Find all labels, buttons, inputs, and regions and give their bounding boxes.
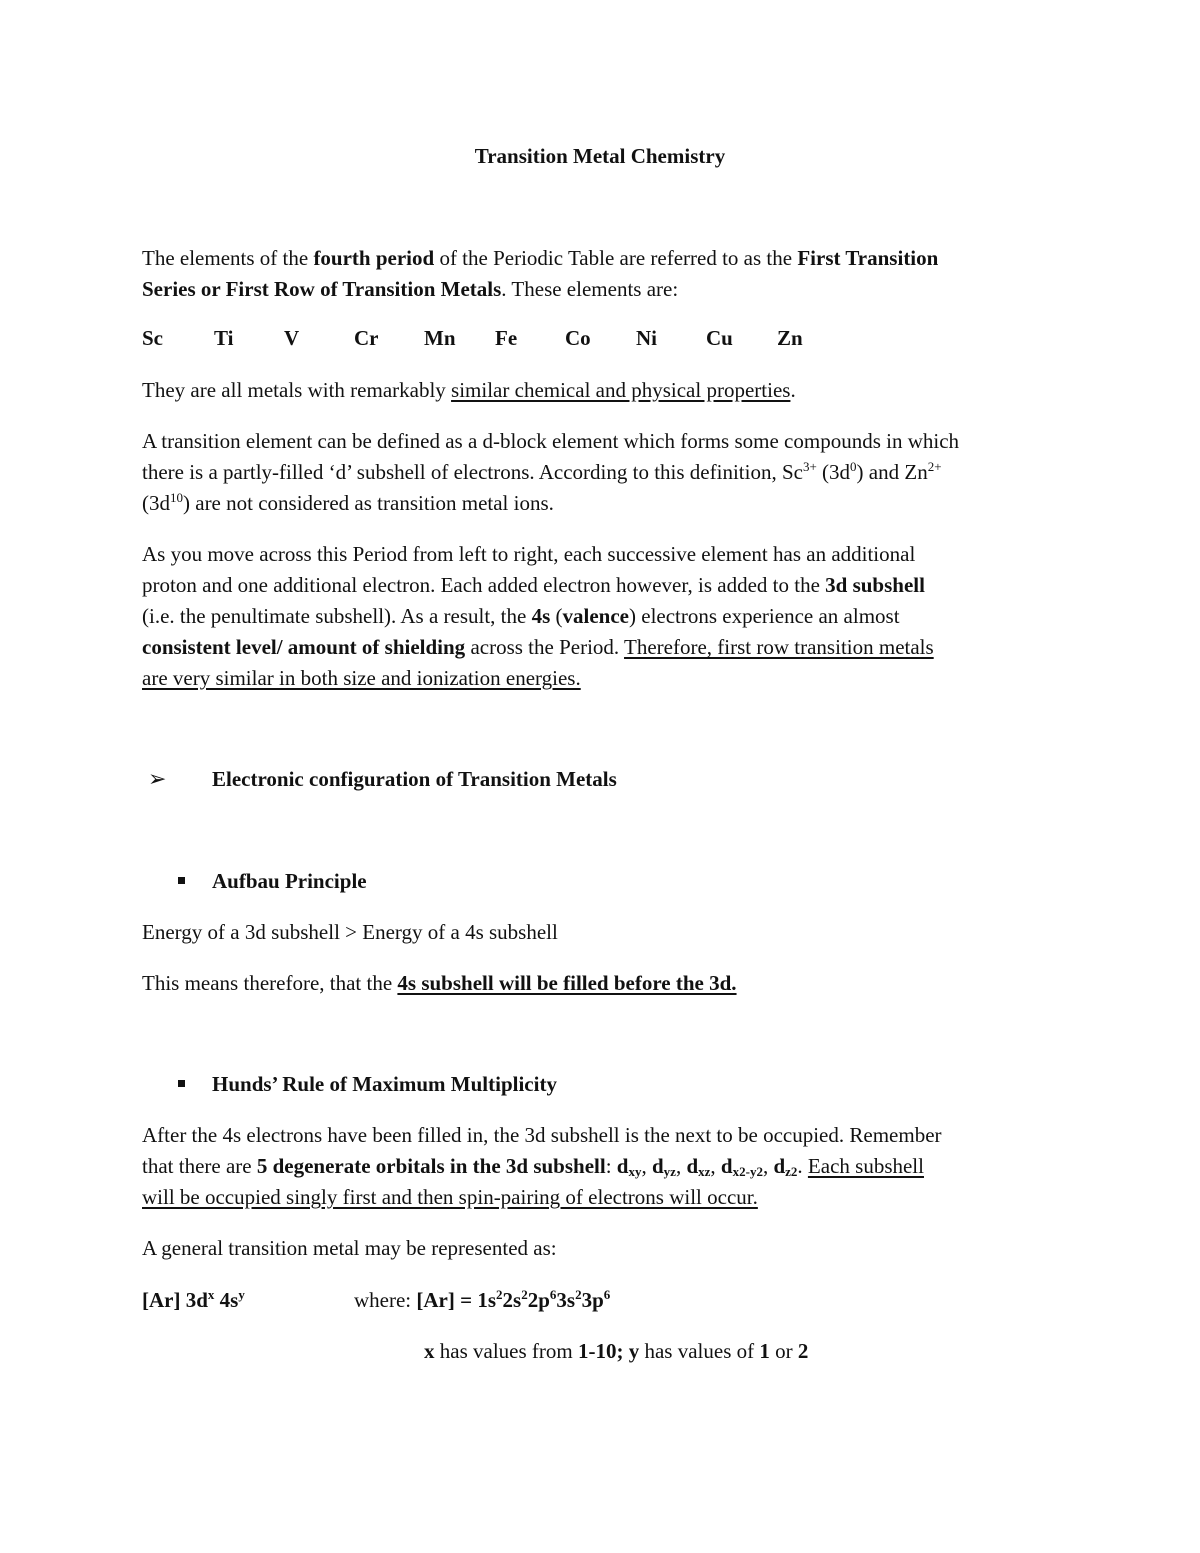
subscript: yz: [663, 1164, 676, 1179]
superscript: 2: [575, 1287, 582, 1302]
text: or: [769, 1339, 798, 1363]
subscript: x2-y2: [732, 1164, 763, 1179]
text: across the Period.: [465, 635, 625, 659]
bold-text: y: [628, 1339, 640, 1363]
bold-text: 3d subshell: [825, 573, 925, 597]
text: that there are: [142, 1154, 257, 1178]
element-symbol: Cr: [354, 326, 379, 350]
superscript: 0: [850, 459, 857, 474]
text: [Ar] 3d: [142, 1288, 208, 1312]
square-bullet-icon: [178, 877, 185, 884]
text: has values from: [434, 1339, 578, 1363]
text: This means therefore, that the: [142, 971, 398, 995]
general-line: A general transition metal may be represented as:: [142, 1236, 557, 1260]
text: ) electrons experience an almost: [629, 604, 900, 628]
bold-text: ;: [616, 1339, 629, 1363]
intro-line-2: [142, 277, 678, 301]
bold-text: First Transition: [797, 246, 939, 270]
superscript: 6: [549, 1287, 557, 1302]
element-symbol: V: [284, 326, 300, 350]
underlined-text: Each subshell: [807, 1154, 924, 1178]
orbital: $d_{xz}$: [686, 1154, 711, 1179]
element-symbol: Ti: [214, 326, 234, 350]
text: .: [797, 1154, 808, 1178]
text: ) and Zn: [856, 460, 928, 484]
element-symbol: Fe: [495, 326, 518, 350]
text: where:: [354, 1288, 417, 1312]
superscript: 3+: [802, 459, 817, 474]
bold-text: 1-10: [577, 1339, 617, 1363]
square-bullet-icon: [178, 1080, 185, 1087]
text: (i.e. the penultimate subshell). As a result, the: [142, 604, 532, 628]
underlined-text: Therefore, first row transition metals: [624, 635, 934, 659]
underlined-text: similar chemical and physical properties: [451, 378, 791, 402]
text: there is a partly-filled ‘d’ subshell of electrons. According to this definition, Sc: [142, 460, 803, 484]
aufbau-heading: Aufbau Principle: [212, 869, 367, 893]
underlined-text: are very similar in both size and ionization energies.: [142, 666, 581, 690]
definition-line-3: [142, 491, 554, 515]
text: (3d: [816, 460, 851, 484]
text: The elements of the: [142, 246, 314, 270]
section-heading: Electronic configuration of Transition Metals: [212, 767, 617, 791]
bold-text: fourth period: [313, 246, 435, 270]
element-symbol: Co: [565, 326, 591, 350]
text: .: [790, 378, 796, 402]
element-symbol: Cu: [706, 326, 733, 350]
element-symbol: Sc: [142, 326, 163, 350]
orbital: $d_{z2}$: [773, 1154, 798, 1179]
text: (: [550, 604, 563, 628]
orbital: $d_{x2-y2}$: [720, 1154, 763, 1179]
superscript: 10: [170, 490, 183, 505]
text: . These elements are:: [501, 277, 679, 301]
period-line-5: [142, 666, 581, 690]
text: of the Periodic Table are referred to as the: [434, 246, 798, 270]
subscript: xy: [628, 1164, 642, 1179]
values-line: [424, 1339, 808, 1363]
hund-heading: Hunds’ Rule of Maximum Multiplicity: [212, 1072, 557, 1096]
aufbau-line-1: Energy of a 3d subshell > Energy of a 4s subshell: [142, 920, 558, 944]
subscript: z2: [785, 1164, 798, 1179]
superscript: x: [207, 1287, 215, 1302]
intro-line-1: [142, 246, 938, 270]
bold-text: 4s: [531, 604, 551, 628]
bold-text: 5 degenerate orbitals in the 3d subshell: [256, 1154, 606, 1178]
hund-line-2: that there are 5 degenerate orbitals in the 3d subshell: $d_{xy}$, $d_{yz}$, $d_{xz}$, $d_{x2-y2}$, $d_{z2}$. Each subshell: [142, 1154, 924, 1179]
text: ) are not considered as transition metal ions.: [183, 491, 554, 515]
hund-line-3: [142, 1185, 758, 1209]
subscript: xz: [698, 1164, 711, 1179]
bold-text: 1: [759, 1339, 770, 1363]
superscript: y: [238, 1287, 245, 1302]
period-line-1: As you move across this Period from left to right, each successive element has an additional: [142, 542, 916, 566]
page-title: Transition Metal Chemistry: [474, 144, 726, 168]
orbital: $d_{yz}$: [651, 1154, 676, 1179]
superscript: 2: [521, 1287, 528, 1302]
period-line-4: [142, 635, 934, 659]
text: proton and one additional electron. Each added electron however, is added to the: [142, 573, 826, 597]
similar-properties-line: [142, 378, 796, 402]
bold-text: 2: [797, 1339, 809, 1363]
bold-text: Series or First Row of Transition Metals: [142, 277, 502, 301]
period-line-2: [142, 573, 925, 597]
element-symbol: Zn: [777, 326, 803, 350]
text: [Ar] = 1s: [416, 1288, 497, 1312]
element-symbol: Mn: [424, 326, 456, 350]
definition-line-2: [142, 460, 942, 484]
text: They are all metals with remarkably: [142, 378, 452, 402]
element-symbol: Ni: [636, 326, 657, 350]
bold-text: valence: [562, 604, 629, 628]
arrow-bullet-icon: ➢: [148, 766, 167, 791]
general-formula: [142, 1288, 245, 1312]
text: :: [605, 1154, 617, 1178]
underlined-text: will be occupied singly first and then spin-pairing of electrons will occur.: [142, 1185, 758, 1209]
superscript: 2: [496, 1287, 503, 1302]
bold-text: consistent level/ amount of shielding: [142, 635, 466, 659]
argon-configuration: where: $[Ar] = 1s^22s^22p^63s^23p^6$: [354, 1287, 611, 1312]
orbital: $d_{xy}$: [616, 1154, 642, 1179]
text: (3d: [142, 491, 170, 515]
bold-text: x: [424, 1339, 435, 1363]
text: has values of: [639, 1339, 760, 1363]
period-line-3: [142, 604, 900, 628]
superscript: 6: [603, 1287, 611, 1302]
aufbau-line-2: [142, 971, 737, 995]
text: 4s: [214, 1288, 239, 1312]
superscript: 2+: [927, 459, 942, 474]
bold-underlined-text: 4s subshell will be filled before the 3d.: [397, 971, 737, 995]
definition-line-1: A transition element can be defined as a d-block element which forms some compounds in which: [142, 429, 960, 453]
hund-line-1: After the 4s electrons have been filled in, the 3d subshell is the next to be occupied. Remember: [142, 1123, 942, 1147]
